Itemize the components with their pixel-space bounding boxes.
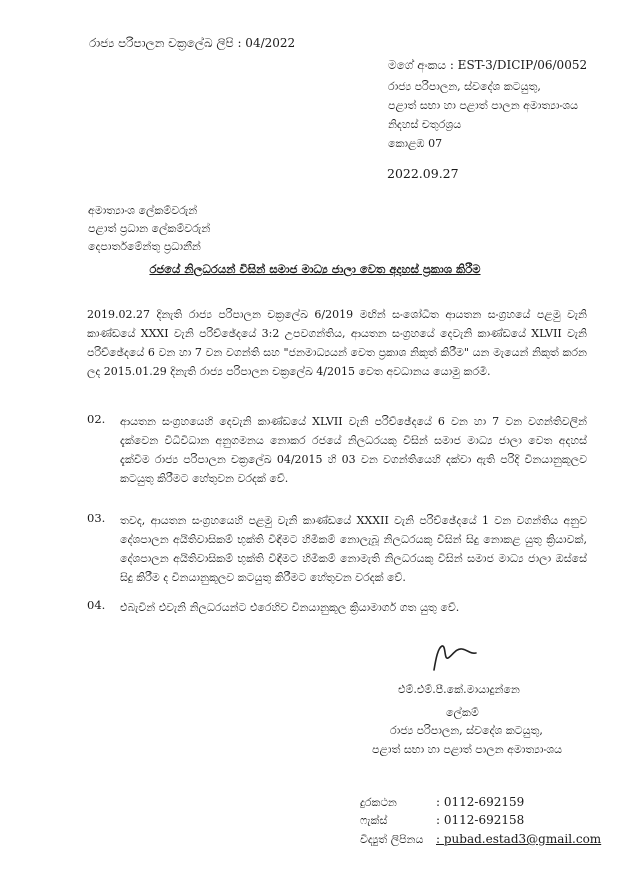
recipient-2: පළාත් ප්‍රධාන ලේකම්වරුන් [88,222,211,235]
subject-heading: රජයේ නිලධරයන් විසින් සමාජ මාධ්‍ය ජාලා වෙත අදහස් ප්‍රකාශ කිරීම [149,262,481,276]
circular-reference: රාජ්‍ය පරිපාලන චක්‍රලේඛ ලිපි : 04/2022 [89,36,296,50]
contact-label-email: විද්‍යුත් ලිපිනය [360,833,424,846]
address-line-2: පළාත් සභා හා පළාත් පාලන අමාත්‍යාංශය [388,99,579,112]
contact-value-telephone: : 0112-692159 [436,795,525,809]
address-line-3: නිදහස් චතුරශ්‍රය [388,118,462,131]
recipient-3: දෙපාර්තමේන්තු ප්‍රධානීන් [88,240,201,253]
signatory-org-line-2: පළාත් සභා හා පළාත් පාලන අමාත්‍යාංශය [372,743,563,756]
letter-date: 2022.09.27 [387,166,459,181]
paragraph-3-number: 03. [87,511,106,525]
contact-label-telephone: දුරකථන [360,796,397,809]
signatory-org-line-1: රාජ්‍ය පරිපාලන, ස්වදේශ කටයුතු, [390,724,543,737]
contact-value-fax: : 0112-692158 [436,813,525,827]
signatory-name: එම්.එම්.පී.කේ.මායාදුන්නෙ [398,683,520,696]
paragraph-4-number: 04. [87,598,106,612]
recipient-1: අමාත්‍යාංශ ලේකම්වරුන් [88,204,198,217]
paragraph-4: එබැවින් එවැනි නිලධරයන්ට එරෙහිව විනයානුකූල ක්‍රියාමාර්ග ගත යුතු වේ. [120,601,460,614]
address-line-4: කොළඹ 07 [388,137,443,150]
address-line-1: රාජ්‍ය පරිපාලන, ස්වදේශ කටයුතු, [388,80,541,93]
paragraph-2: ආයතන සංග්‍රහයෙහි දෙවැනි කාණ්ඩයේ XLVII වැනි පරිච්ඡේදයේ 6 වන හා 7 වන වගන්තිවලින් දැක්වෙන විධිවිධාන අනුගමනය නොකර රජයේ නිලධරයකු විසින් සමාජ මාධ්‍ය ජාලා වෙත අදහස් දැක්වීම රාජ්‍ය පරිපාලන චක්‍රලේඛ 04/2015 හි 03 වන වගන්තියෙහි දක්වා ඇති පරිදි විනයානුකූලව කටයුතු කිරීමට හේතුවන වරදක් වේ. [120,415,587,485]
paragraph-2-number: 02. [87,412,106,426]
contact-value-email-link[interactable]: : pubad.estad3@gmail.com [436,832,602,846]
handwritten-signature [420,636,500,676]
my-reference-number: මගේ අංකය : EST-3/DICIP/06/0052 [388,58,588,72]
contact-label-fax: ෆැක්ස් [360,814,388,827]
paragraph-1: 2019.02.27 දිනැති රාජ්‍ය පරිපාලන චක්‍රලේඛ 6/2019 මඟින් සංශෝධිත ආයතන සංග්‍රහයේ පළමු වැනි කාණ්ඩයේ XXXI වැනි පරිච්ඡේදයේ 3:2 උපවගන්තිය, ආයතන සංග්‍රහයේ දෙවැනි කාණ්ඩයේ XLVII වැනි පරිච්ඡේදයේ 6 වන හා 7 වන වගන්ති සහ "ජනමාධ්‍යයන් වෙත ප්‍රකාශ නිකුත් කිරීම" යන මැයෙන් නිකුත් කරන ලද 2015.01.29 දිනැති රාජ්‍ය පරිපාලන චක්‍රලේඛ 4/2015 වෙත අවධානය යොමු කරමි. [87,308,587,378]
paragraph-3: තවද, ආයතන සංග්‍රහයෙහි පළමු වැනි කාණ්ඩයේ XXXII වැනි පරිච්ඡේදයේ 1 වන වගන්තිය අනුව දේශපාලන අයිතිවාසිකම් භුක්ති විඳීමට හිමිකම් නොලැබූ නිලධරයකු විසින් සිදු නොකළ යුතු ක්‍රියාවක්, දේශපාලන අයිතිවාසිකම් භුක්ති විඳීමට හිමිකම් නොමැති නිලධරයකු විසින් සමාජ මාධ්‍ය ජාලා ඔස්සේ සිදු කිරීම ද විනයානුකූලව කටයුතු කිරීමට හේතුවන වරදක් වේ. [120,514,587,584]
signatory-title: ලේකම් [446,706,479,719]
